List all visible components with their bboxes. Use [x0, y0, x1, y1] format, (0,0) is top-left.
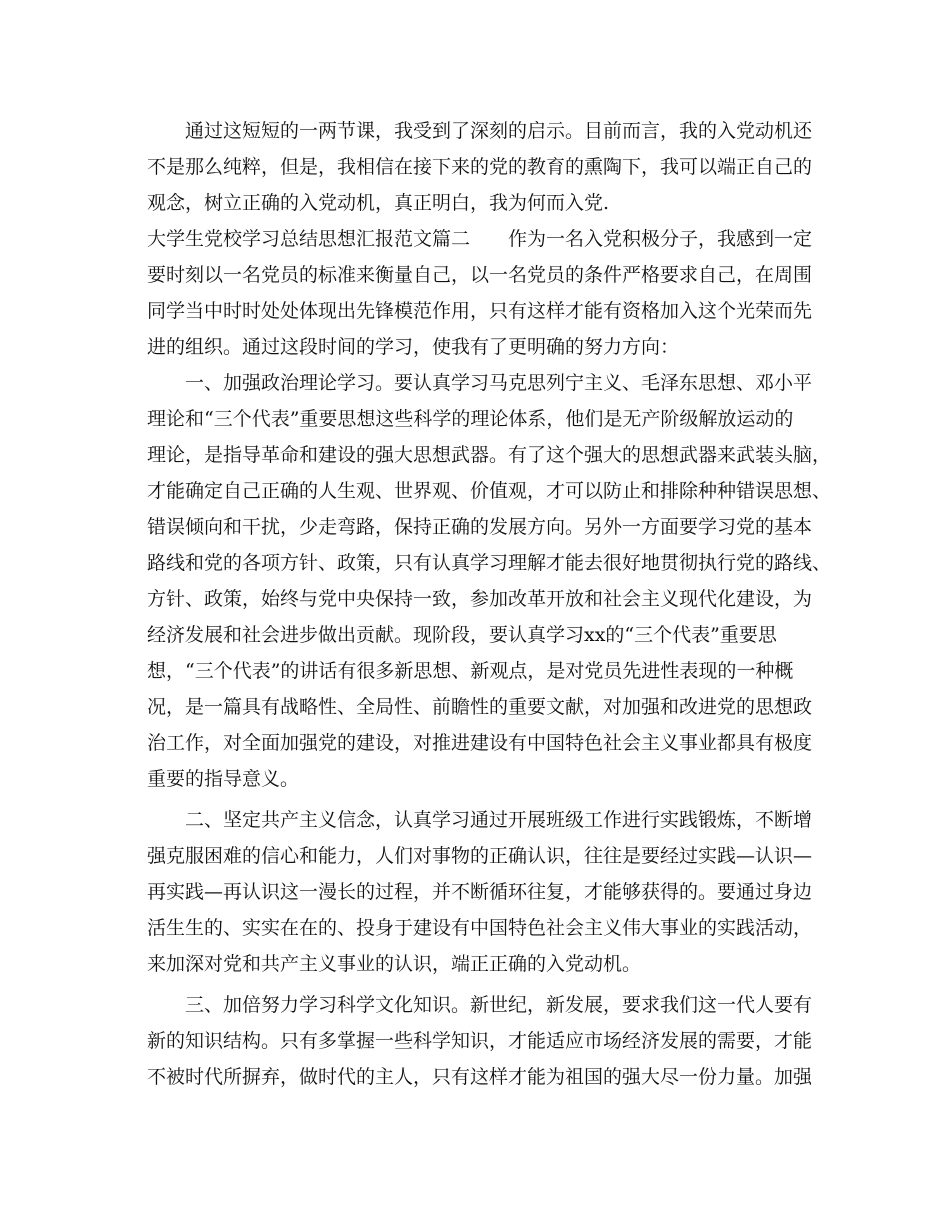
text-line: 强克服困难的信心和能力，人们对事物的正确认识，往往是要经过实践—认识—: [147, 845, 813, 867]
text-line: 来加深对党和共产主义事业的认识，端正正确的入党动机。: [147, 953, 642, 975]
text-line: 才能确定自己正确的人生观、世界观、价值观，才可以防止和排除种种错误思想、: [147, 480, 832, 502]
text-line: 不被时代所摒弃，做时代的主人，只有这样才能为祖国的强大尽一份力量。加强: [147, 1066, 813, 1088]
text-line: 三、加倍努力学习科学文化知识。新世纪，新发展，要求我们这一代人要有: [147, 994, 813, 1016]
text-line: 同学当中时时处处体现出先锋模范作用，只有这样才能有资格加入这个光荣而先: [147, 300, 813, 322]
text-line: 不是那么纯粹，但是，我相信在接下来的党的教育的熏陶下，我可以端正自己的: [147, 156, 813, 178]
text-line: 活生生的、实实在在的、投身于建设有中国特色社会主义伟大事业的实践活动，: [147, 917, 813, 939]
text-line: 重要的指导意义。: [147, 768, 300, 790]
text-line: 路线和党的各项方针、政策，只有认真学习理解才能去很好地贯彻执行党的路线、: [147, 552, 832, 574]
text-line: 理论和“三个代表”重要思想这些科学的理论体系，他们是无产阶级解放运动的: [147, 408, 794, 430]
text-line: 通过这短短的一两节课，我受到了深刻的启示。目前而言，我的入党动机还: [147, 120, 813, 142]
text-line: 观念，树立正确的入党动机，真正明白，我为何而入党.: [147, 192, 610, 214]
text-line: 经济发展和社会进步做出贡献。现阶段，要认真学习xx的“三个代表”重要思: [147, 624, 777, 646]
text-line: 一、加强政治理论学习。要认真学习马克思列宁主义、毛泽东思想、邓小平: [147, 372, 813, 394]
section-heading-line: 大学生党校学习总结思想汇报范文篇二 作为一名入党积极分子，我感到一定: [147, 228, 813, 250]
text-line: 治工作，对全面加强党的建设，对推进建设有中国特色社会主义事业都具有极度: [147, 732, 813, 754]
text-line: 想，“三个代表”的讲话有很多新思想、新观点，是对党员先进性表现的一种概: [147, 660, 794, 682]
text-line: 理论，是指导革命和建设的强大思想武器。有了这个强大的思想武器来武装头脑，: [147, 444, 832, 466]
text-line: 新的知识结构。只有多掌握一些科学知识，才能适应市场经济发展的需要，才能: [147, 1030, 813, 1052]
text-line: 再实践—再认识这一漫长的过程，并不断循环往复，才能够获得的。要通过身边: [147, 881, 813, 903]
text-line: 方针、政策，始终与党中央保持一致，参加改革开放和社会主义现代化建设，为: [147, 588, 813, 610]
text-line: 要时刻以一名党员的标准来衡量自己，以一名党员的条件严格要求自己，在周围: [147, 264, 813, 286]
text-line: 错误倾向和干扰，少走弯路，保持正确的发展方向。另外一方面要学习党的基本: [147, 516, 813, 538]
text-line: 二、坚定共产主义信念，认真学习通过开展班级工作进行实践锻炼，不断增: [147, 809, 813, 831]
text-line: 进的组织。通过这段时间的学习，使我有了更明确的努力方向：: [147, 336, 680, 358]
text-line: 况，是一篇具有战略性、全局性、前瞻性的重要文献，对加强和改进党的思想政: [147, 696, 813, 718]
